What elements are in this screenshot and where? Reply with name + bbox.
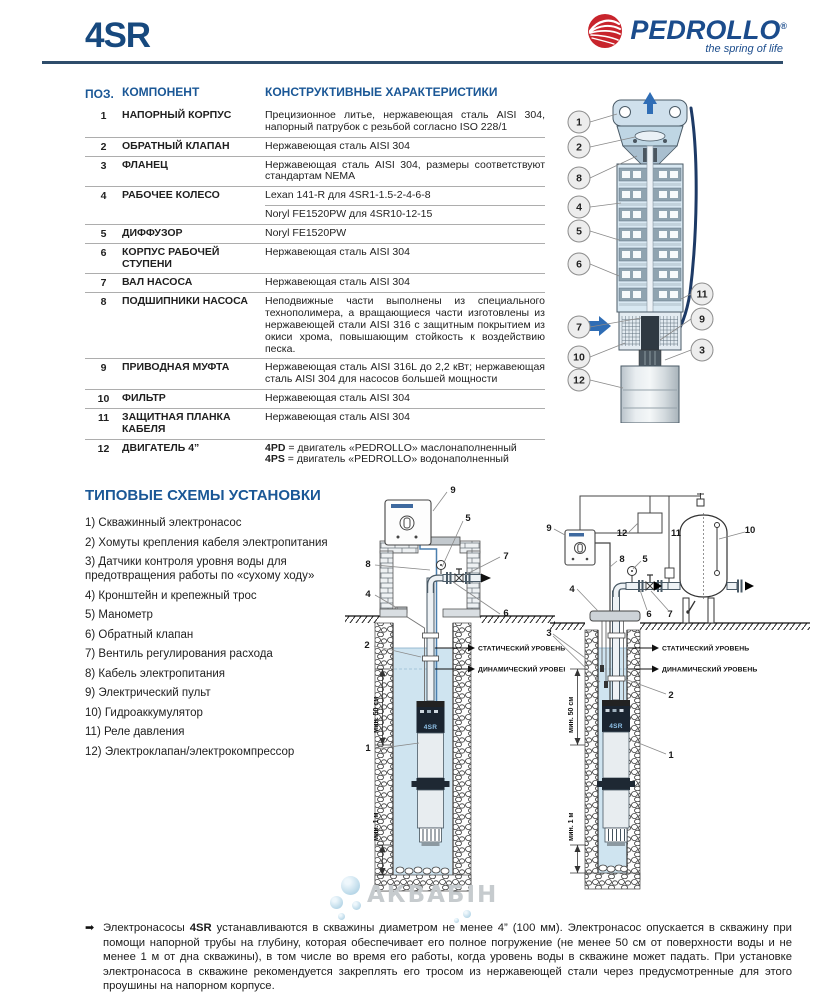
callout-number: 3 <box>699 344 705 357</box>
callout-number: 5 <box>642 554 648 565</box>
callout-number: 1 <box>576 116 582 129</box>
row-component: ВАЛ НАСОСА <box>122 276 193 289</box>
watermark-bubble <box>341 876 360 895</box>
header-rule <box>42 61 783 64</box>
row-desc: Нержавеющая сталь AISI 304 <box>265 276 410 289</box>
callout-number: 11 <box>696 288 708 301</box>
callout-number: 6 <box>503 608 509 619</box>
brand-logo <box>586 12 787 55</box>
installation-scheme-tank <box>540 483 825 913</box>
dim-50cm-label: мин. 50 см <box>373 696 380 733</box>
callout-number: 10 <box>573 351 585 364</box>
legend-item: 2) Хомуты крепления кабеля электропитания <box>85 536 328 549</box>
logo-tagline: the spring of life <box>705 43 783 55</box>
callout-number: 1 <box>668 750 674 761</box>
row-component: РАБОЧЕЕ КОЛЕСО <box>122 189 220 202</box>
row-pos: 3 <box>100 159 107 172</box>
pump-cutaway-figure <box>555 88 825 428</box>
row-desc: Прецизионное литье, нержавеющая сталь AISI 304, напорный патрубок с резьбой согласно ISO 228/1 <box>265 109 545 133</box>
callout-number: 6 <box>576 258 582 271</box>
dynamic-level-label: ДИНАМИЧЕСКИЙ УРОВЕНЬ <box>662 666 758 674</box>
callout-number: 2 <box>576 141 582 154</box>
registered-mark: ® <box>780 21 787 31</box>
watermark-text: АКВАБІН <box>367 882 499 908</box>
table-row <box>85 224 545 243</box>
outflow-arrow-icon <box>481 574 491 583</box>
callout-number: 2 <box>668 690 674 701</box>
callout-number: 7 <box>667 609 673 620</box>
static-level-label: СТАТИЧЕСКИЙ УРОВЕНЬ <box>662 645 750 653</box>
row-component: ОБРАТНЫЙ КЛАПАН <box>122 139 230 152</box>
callout-number: 1 <box>365 743 371 754</box>
table-row <box>85 156 545 187</box>
row-pos: 11 <box>97 411 110 424</box>
row-desc: Нержавеющая сталь AISI 304 <box>265 245 410 258</box>
outflow-arrow-icon <box>745 582 754 591</box>
water-level-labels <box>628 644 757 674</box>
electro-valve-box <box>638 513 662 533</box>
row-pos: 8 <box>100 296 107 309</box>
table-row <box>85 107 545 137</box>
note-text: Электронасосы 4SR устанавливаются в скважины диаметром не менее 4” (100 мм). Электронасос опускается в скважину при помощи напорной трубы на глубину, которая обеспечивает его полное погружение (не менее 50 см от поверхности воды и не менее 1 м от дна скважины), в том числе во время его работы, когда уровень воды в скважине может падать. При установке электронасоса в скважине рекомендуется закреплять его тросом из нержавеющей стали через предусмотренные для этого проушины на напорном корпусе. <box>103 922 792 993</box>
callout-number: 7 <box>503 551 509 562</box>
dynamic-level-label: ДИНАМИЧЕСКИЙ УРОВЕНЬ <box>478 666 565 674</box>
callout-number: 4 <box>576 201 582 214</box>
row-component: КОРПУС РАБОЧЕЙ СТУПЕНИ <box>122 245 220 270</box>
legend-item: 11) Реле давления <box>85 726 185 738</box>
watermark-bubble <box>352 901 361 910</box>
motor-option: 4PD = двигатель «PEDROLLO» маслонаполненный <box>265 441 517 454</box>
dim-1m-label: мин. 1 м <box>373 812 380 841</box>
col-header-pos: ПОЗ. <box>85 87 114 101</box>
ground-surface <box>550 623 810 630</box>
callout-number: 11 <box>670 528 682 539</box>
callout-number: 12 <box>573 374 585 387</box>
col-header-characteristics: КОНСТРУКТИВНЫЕ ХАРАКТЕРИСТИКИ <box>265 85 498 99</box>
table-row <box>85 358 545 389</box>
row-pos: 10 <box>97 392 110 405</box>
callout-number: 3 <box>546 628 552 639</box>
callout-number: 9 <box>699 313 705 326</box>
impeller-material-1: Lexan 141-R для 4SR1-1.5-2-4-6-8 <box>265 189 431 202</box>
air-valve <box>697 499 704 506</box>
row-component: ПОДШИПНИКИ НАСОСА <box>122 295 248 308</box>
row-component: ДВИГАТЕЛЬ 4” <box>122 441 200 454</box>
watermark-bubble <box>463 910 471 918</box>
legend-item: 8) Кабель электропитания <box>85 667 226 680</box>
impeller-material-2: Noryl FE1520PW для 4SR10-12-15 <box>265 205 545 221</box>
static-level-label: СТАТИЧЕСКИЙ УРОВЕНЬ <box>478 645 565 653</box>
row-desc <box>265 443 545 467</box>
row-pos: 12 <box>97 442 110 455</box>
components-table <box>85 84 545 469</box>
table-row <box>85 389 545 408</box>
callout-number: 8 <box>619 554 625 565</box>
dim-50cm-label: мин. 50 см <box>568 696 575 733</box>
pump-model-label: 4SR <box>423 724 438 731</box>
bolt <box>633 139 637 143</box>
callout-number: 5 <box>576 225 582 238</box>
bolt <box>663 139 667 143</box>
callout-number: 5 <box>465 513 471 524</box>
surface-piping <box>431 561 492 594</box>
watermark-bubble <box>330 896 343 909</box>
legend-item: 5) Манометр <box>85 609 153 621</box>
callout-number: 6 <box>646 609 652 620</box>
riser-pipe <box>427 578 434 701</box>
lifting-lug-hole <box>670 107 681 118</box>
installation-diagram-well-direct <box>335 483 565 908</box>
table-row <box>85 439 545 470</box>
row-pos: 6 <box>100 246 107 259</box>
row-pos: 1 <box>100 110 107 122</box>
surface-piping <box>616 567 669 598</box>
table-row <box>85 292 545 358</box>
row-desc: Нержавеющая сталь AISI 316L до 2,2 кВт; нержавеющая сталь AISI 304 для насосов большей мощности <box>265 361 545 386</box>
installation-scheme-direct <box>335 483 565 913</box>
callout-number: 4 <box>365 589 371 600</box>
tank-leg <box>708 598 714 623</box>
callout-number: 9 <box>546 523 552 534</box>
table-row <box>85 243 545 274</box>
dimension-1m <box>570 845 586 873</box>
row-pos: 7 <box>100 277 107 290</box>
table-row <box>85 186 545 224</box>
submersible-pump <box>597 700 635 846</box>
row-component: ЗАЩИТНАЯ ПЛАНКА КАБЕЛЯ <box>122 410 231 435</box>
legend-item: 4) Кронштейн и крепежный трос <box>85 589 257 602</box>
control-panel <box>565 530 595 565</box>
well-cap <box>590 611 640 621</box>
table-row <box>85 408 545 439</box>
row-pos: 2 <box>100 140 107 153</box>
pump-shaft <box>647 146 653 312</box>
schemes-section-title: ТИПОВЫЕ СХЕМЫ УСТАНОВКИ <box>85 487 321 504</box>
callout-number: 8 <box>365 559 371 570</box>
control-panel <box>385 500 431 545</box>
row-component: ДИФФУЗОР <box>122 226 183 239</box>
callout-number: 8 <box>576 172 582 185</box>
row-desc: Нержавеющая сталь AISI 304 <box>265 410 410 423</box>
legend-item: 7) Вентиль регулирования расхода <box>85 648 273 660</box>
watermark-bubble <box>338 913 345 920</box>
callout-number: 9 <box>450 485 456 496</box>
callout-number: 4 <box>569 584 575 595</box>
pump-cutaway-diagram <box>555 88 825 423</box>
col-header-component: КОМПОНЕНТ <box>122 85 200 99</box>
legend-item: 3) Датчики контроля уровня воды для предотвращения работы по «сухому ходу» <box>85 556 315 582</box>
motor-option: 4PS = двигатель «PEDROLLO» водонаполненный <box>265 453 509 466</box>
table-row <box>85 273 545 292</box>
row-pos: 4 <box>100 190 107 203</box>
row-desc: Нержавеющая сталь AISI 304, размеры соответствуют стандартам NEMA <box>265 158 545 183</box>
motor-body <box>621 366 679 423</box>
installation-diagram-well-tank <box>540 483 825 908</box>
legend-item: 6) Обратный клапан <box>85 628 194 641</box>
pedrollo-ball-icon <box>586 12 624 55</box>
callout-number: 10 <box>744 525 756 536</box>
pressure-switch <box>665 568 674 578</box>
table-header-row <box>85 84 545 107</box>
logo-wordmark: PEDROLLO® <box>630 15 787 45</box>
check-valve <box>635 131 665 141</box>
lifting-lug-hole <box>620 107 631 118</box>
legend-item: 9) Электрический пульт <box>85 687 211 699</box>
legend-item: 1) Скважинный электронасос <box>85 517 242 529</box>
row-component: ФЛАНЕЦ <box>122 158 168 171</box>
pump-model-label: 4SR <box>609 723 623 730</box>
row-desc: Noryl FE1520PW <box>265 226 347 239</box>
row-desc: Нержавеющая сталь AISI 304 <box>265 139 410 152</box>
row-component: ПРИВОДНАЯ МУФТА <box>122 361 230 374</box>
row-desc <box>265 190 545 221</box>
table-row <box>85 137 545 156</box>
row-component: ФИЛЬТР <box>122 391 166 404</box>
legend-item: 10) Гидроаккумулятор <box>85 706 203 719</box>
callout-number: 12 <box>616 528 628 539</box>
dim-1m-label: мин. 1 м <box>568 812 575 841</box>
submersible-pump <box>412 701 450 846</box>
row-pos: 5 <box>100 227 107 240</box>
row-component: НАПОРНЫЙ КОРПУС <box>122 109 232 121</box>
page-title: 4SR <box>85 16 151 55</box>
row-pos: 9 <box>100 362 107 375</box>
row-desc: Нержавеющая сталь AISI 304 <box>265 391 410 404</box>
installation-legend <box>85 516 341 764</box>
note-arrow-icon: ➡ <box>85 922 95 934</box>
coupling-upper <box>641 316 659 350</box>
callout-number: 7 <box>576 321 582 334</box>
footer-note <box>85 921 792 994</box>
riser-pipe <box>613 591 620 700</box>
callout-number: 2 <box>364 640 370 651</box>
row-desc: Неподвижные части выполнены из специального технополимера, а вращающиеся части изготовлены из нержавеющей стали AISI 316 с защитным покрытием из окиси хрома, повышающим стойкость к воздействию песка. <box>265 295 545 355</box>
legend-item: 12) Электроклапан/электрокомпрессор <box>85 745 295 758</box>
